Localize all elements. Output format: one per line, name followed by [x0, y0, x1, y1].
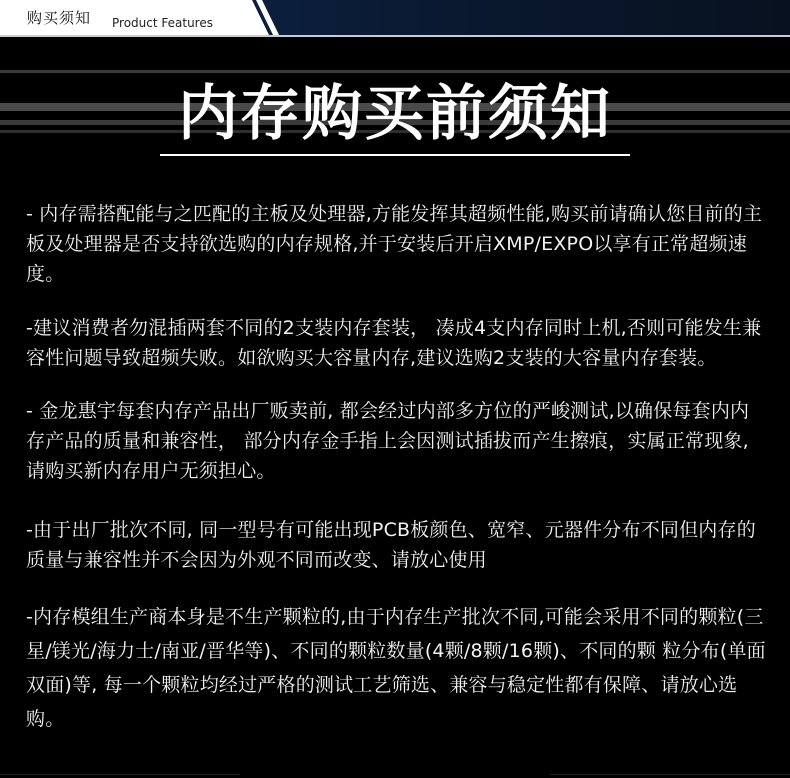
note-paragraph: -建议消费者勿混插两套不同的2支装内存套装， 凑成4支内存同时上机,否则可能发生兼容性问题导致超频失败。如欲购买大容量内存,建议选购2支装的大容量内存套装。: [26, 317, 762, 369]
note-paragraph: - 金龙惠宇每套内存产品出厂贩卖前, 都会经过内部多方位的严峻测试,以确保每套内内存产品的质量和兼容性， 部分内存金手指上会因测试插拔而产生擦痕，实属正常现象,请购买新内存用户无须担心。: [26, 400, 750, 482]
header-title-cn: 购买须知: [27, 9, 92, 27]
note-paragraph: -由于出厂批次不同, 同一型号有可能出现PCB板颜色、宽窄、元器件分布不同但内存的质量与兼容性并不会因为外观不同而改变、请放心使用: [26, 519, 756, 571]
section-header: [0, 0, 790, 37]
bottom-notch: [240, 770, 550, 778]
header-title-en: Product Features: [112, 16, 213, 30]
page-title: 内存购买前须知: [178, 79, 612, 149]
note-paragraph: - 内存需搭配能与之匹配的主板及处理器,方能发挥其超频性能,购买前请确认您目前的主板及处理器是否支持欲选购的内存规格,并于安装后开启XMP/EXPO以享有正常超频速度。: [26, 203, 763, 285]
title-underline: [160, 154, 630, 156]
note-paragraph: -内存模组生产商本身是不生产颗粒的,由于内存生产批次不同,可能会采用不同的颗粒(三星/镁光/海力士/南亚/晋华等)、不同的颗粒数量(4颗/8颗/16颗)、不同的颗 粒分布(单面双面)等, 每一个颗粒均经过严格的测试工艺筛选、兼容与稳定性都有保障、请放心选购。: [26, 606, 766, 730]
